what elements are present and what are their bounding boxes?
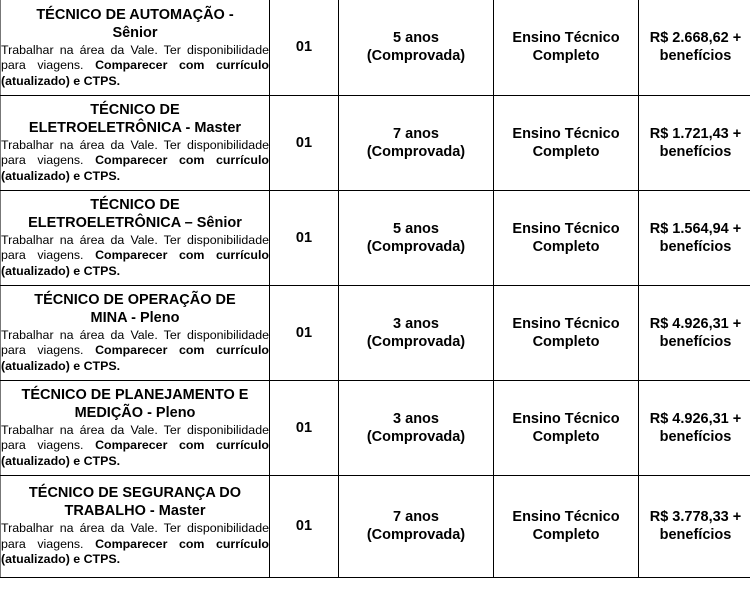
job-requirements-text: Comparecer com currículo (atualizado) e CTPS. [1, 58, 269, 88]
experience-note: (Comprovada) [366, 428, 466, 445]
salary-benefits: benefícios [659, 428, 732, 445]
job-role-cell [1, 380, 270, 475]
job-description-text: Trabalhar na área da Vale. Ter disponibilidade para viagens. [1, 137, 269, 168]
education-status: Completo [532, 333, 600, 350]
job-role-cell [1, 0, 270, 95]
job-role-cell [1, 475, 270, 577]
experience-cell [339, 190, 494, 285]
salary-amount: R$ 2.668,62 + [649, 30, 742, 47]
salary-amount: R$ 3.778,33 + [649, 509, 742, 525]
education-status: Completo [532, 428, 600, 445]
job-row [1, 95, 750, 190]
salary-cell [639, 380, 750, 475]
experience-cell [339, 95, 494, 190]
job-title-line1: TÉCNICO DE [90, 196, 180, 213]
salary-cell [639, 285, 750, 380]
job-description [1, 233, 269, 280]
experience-years: 3 anos [393, 315, 439, 332]
experience-years: 5 anos [393, 30, 439, 47]
job-description-text: Trabalhar na área da Vale. Ter disponibilidade para viagens. [1, 521, 269, 551]
salary-amount: R$ 1.564,94 + [649, 220, 742, 237]
vacancies-cell [270, 0, 339, 95]
job-description-text: Trabalhar na área da Vale. Ter disponibilidade para viagens. [1, 42, 269, 72]
job-title [1, 101, 269, 137]
vacancies-count: 01 [295, 39, 313, 56]
job-requirements-text: Comparecer com currículo (atualizado) e CTPS. [1, 438, 269, 468]
salary-benefits: benefícios [659, 48, 732, 65]
job-role-cell [1, 285, 270, 380]
experience-cell [339, 475, 494, 577]
education-level: Ensino Técnico [512, 220, 620, 237]
job-role-cell [1, 95, 270, 190]
job-title-line2: ELETROELETRÔNICA - Master [28, 119, 242, 136]
experience-note: (Comprovada) [366, 143, 466, 160]
salary-cell [639, 0, 750, 95]
job-description-text: Trabalhar na área da Vale. Ter disponibilidade para viagens. [1, 232, 269, 263]
job-title-line2: ELETROELETRÔNICA – Sênior [28, 214, 242, 231]
job-row [1, 475, 750, 577]
job-title-line1: TÉCNICO DE AUTOMAÇÃO - [36, 6, 234, 23]
job-description-text: Trabalhar na área da Vale. Ter disponibilidade para viagens. [1, 422, 269, 453]
education-level: Ensino Técnico [512, 315, 620, 332]
experience-note: (Comprovada) [366, 238, 466, 255]
education-status: Completo [532, 527, 600, 543]
job-row [1, 190, 750, 285]
job-title [1, 6, 269, 42]
job-title-line2: MINA - Pleno [90, 309, 180, 326]
salary-amount: R$ 4.926,31 + [649, 315, 742, 332]
vacancies-count: 01 [295, 518, 313, 534]
experience-cell [339, 285, 494, 380]
experience-years: 7 anos [393, 509, 439, 525]
experience-note: (Comprovada) [366, 48, 466, 65]
education-status: Completo [532, 238, 600, 255]
salary-benefits: benefícios [659, 238, 732, 255]
job-description [1, 423, 269, 470]
job-row [1, 0, 750, 95]
education-cell [494, 285, 639, 380]
job-title-line1: TÉCNICO DE OPERAÇÃO DE [34, 291, 236, 308]
job-row [1, 285, 750, 380]
education-level: Ensino Técnico [512, 509, 620, 525]
salary-amount: R$ 1.721,43 + [649, 125, 742, 142]
job-description [1, 138, 269, 185]
education-cell [494, 95, 639, 190]
education-level: Ensino Técnico [512, 125, 620, 142]
vacancies-cell [270, 95, 339, 190]
job-title [1, 484, 269, 520]
job-title-line1: TÉCNICO DE SEGURANÇA DO [28, 485, 242, 502]
job-title-line2: TRABALHO - Master [64, 503, 206, 520]
job-requirements-text: Comparecer com currículo (atualizado) e CTPS. [1, 536, 269, 567]
education-cell [494, 475, 639, 577]
job-title-line1: TÉCNICO DE [90, 101, 180, 118]
job-title [1, 196, 269, 232]
job-rows [1, 0, 750, 577]
salary-benefits: benefícios [659, 333, 732, 350]
job-description-text: Trabalhar na área da Vale. Ter disponibilidade para viagens. [1, 327, 269, 358]
job-requirements-text: Comparecer com currículo (atualizado) e CTPS. [1, 343, 269, 373]
job-title [1, 291, 269, 327]
vacancies-count: 01 [295, 419, 313, 436]
education-cell [494, 380, 639, 475]
vacancies-cell [270, 190, 339, 285]
salary-amount: R$ 4.926,31 + [649, 410, 742, 427]
education-cell [494, 0, 639, 95]
job-title-line1: TÉCNICO DE PLANEJAMENTO E [21, 386, 249, 403]
job-description [1, 521, 269, 568]
experience-years: 3 anos [393, 410, 439, 427]
salary-cell [639, 190, 750, 285]
job-row [1, 380, 750, 475]
education-level: Ensino Técnico [512, 410, 620, 427]
job-title-line2: MEDIÇÃO - Pleno [74, 404, 196, 421]
experience-note: (Comprovada) [366, 527, 466, 543]
experience-cell [339, 380, 494, 475]
education-level: Ensino Técnico [512, 30, 620, 47]
salary-cell [639, 475, 750, 577]
job-description [1, 43, 269, 90]
salary-benefits: benefícios [659, 527, 732, 543]
experience-years: 7 anos [393, 125, 439, 142]
job-description [1, 328, 269, 375]
experience-note: (Comprovada) [366, 333, 466, 350]
job-title [1, 386, 269, 422]
education-status: Completo [532, 48, 600, 65]
vacancies-cell [270, 475, 339, 577]
vacancies-count: 01 [295, 134, 313, 151]
job-title-line2: Sênior [112, 24, 158, 41]
education-status: Completo [532, 143, 600, 160]
vacancies-count: 01 [295, 229, 313, 246]
salary-cell [639, 95, 750, 190]
job-role-cell [1, 190, 270, 285]
experience-cell [339, 0, 494, 95]
salary-benefits: benefícios [659, 143, 732, 160]
vacancies-count: 01 [295, 324, 313, 341]
experience-years: 5 anos [393, 220, 439, 237]
vacancies-cell [270, 285, 339, 380]
job-requirements-text: Comparecer com currículo (atualizado) e CTPS. [1, 248, 269, 278]
vacancies-cell [270, 380, 339, 475]
job-requirements-text: Comparecer com currículo (atualizado) e CTPS. [1, 153, 269, 183]
education-cell [494, 190, 639, 285]
